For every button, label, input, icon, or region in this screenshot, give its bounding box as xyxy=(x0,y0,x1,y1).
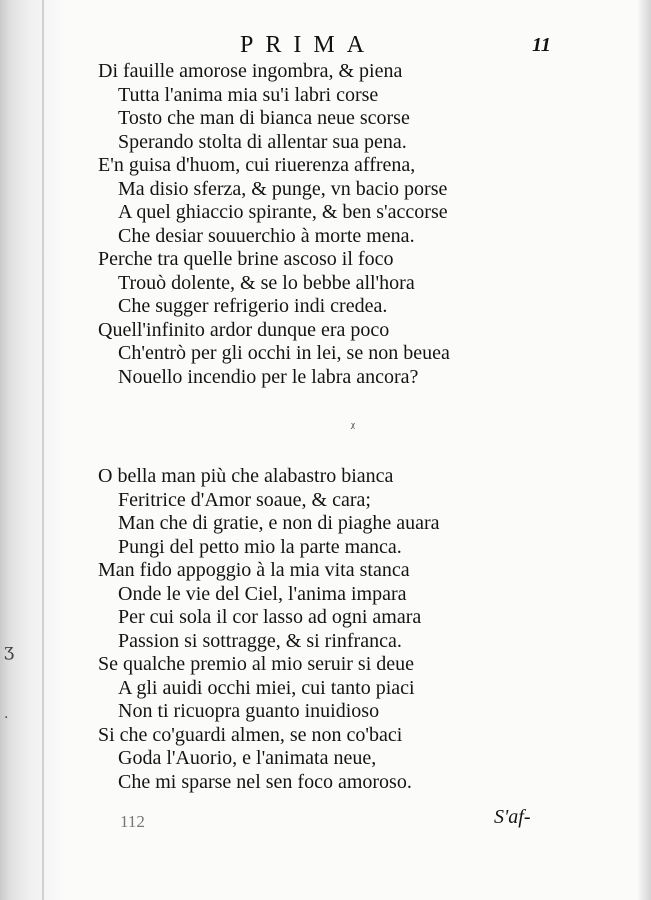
verse-line: Che sugger refrigerio indi credea. xyxy=(118,295,388,317)
page-header xyxy=(0,32,651,62)
verse-line: Nouello incendio per le labra ancora? xyxy=(118,365,419,388)
bleed-through-mark: ʒ xyxy=(4,640,15,661)
verse-line: Tosto che man di bianca neue scorse xyxy=(118,107,410,129)
verse-line: Tutta l'anima mia su'i labri corse xyxy=(118,83,379,106)
verse-line: Non ti ricuopra guanto inuidioso xyxy=(118,700,380,722)
verse-line: Pungi del petto mio la parte manca. xyxy=(118,535,402,558)
gutter-shadow-line xyxy=(42,0,44,900)
verse-line: Goda l'Auorio, e l'animata neue, xyxy=(118,747,377,769)
verse-line: Trouò dolente, & se lo bebbe all'hora xyxy=(118,271,415,294)
verse-line: Ma disio sferza, & punge, vn bacio porse xyxy=(118,177,448,200)
verse-line: Ch'entrò per gli occhi in lei, se non beuea xyxy=(118,342,450,364)
verse-line: Man che di gratie, e non di piaghe auara xyxy=(118,512,440,534)
catchword: S'af- xyxy=(494,806,531,828)
verse-line: Che mi sparse nel sen foco amoroso. xyxy=(118,770,412,793)
verse-line: O bella man più che alabastro bianca xyxy=(98,465,394,487)
verse-line: Passion si sottragge, & si rinfranca. xyxy=(118,629,402,652)
verse-line: Onde le vie del Ciel, l'anima impara xyxy=(118,582,407,605)
verse-line: Sperando stolta di allentar sua pena. xyxy=(118,130,407,153)
verse-line: Per cui sola il cor lasso ad ogni amara xyxy=(118,606,422,628)
sonnet-one xyxy=(98,60,568,389)
verse-line: Se qualche premio al mio seruir si deue xyxy=(98,653,415,675)
page-number: 11 xyxy=(532,34,551,56)
verse-line: A quel ghiaccio spirante, & ben s'accorse xyxy=(118,201,448,223)
sonnet-two xyxy=(98,465,568,794)
verse-line: Quell'infinito ardor dunque era poco xyxy=(98,318,390,341)
signature-mark: 112 xyxy=(120,812,145,831)
section-ornament: ᵡ xyxy=(351,420,355,435)
verse-line: Che desiar souuerchio à morte mena. xyxy=(118,224,415,247)
binding-gutter xyxy=(0,0,78,900)
bleed-through-mark: · xyxy=(4,710,9,726)
page-right-edge xyxy=(637,0,651,900)
verse-line: Di fauille amorose ingombra, & piena xyxy=(98,60,403,82)
verse-line: Man fido appoggio à la mia vita stanca xyxy=(98,559,410,581)
running-title: PRIMA xyxy=(240,32,377,58)
verse-line: Perche tra quelle brine ascoso il foco xyxy=(98,248,394,270)
verse-line: Feritrice d'Amor soaue, & cara; xyxy=(118,488,371,511)
verse-line: E'n guisa d'huom, cui riuerenza affrena, xyxy=(98,154,416,176)
verse-line: Si che co'guardi almen, se non co'baci xyxy=(98,723,403,746)
verse-line: A gli auidi occhi miei, cui tanto piaci xyxy=(118,676,415,699)
